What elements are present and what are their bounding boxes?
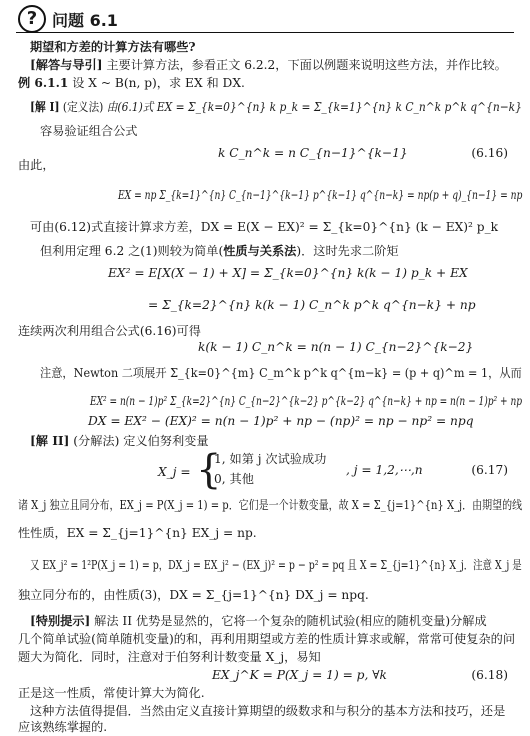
example-text: 设 X ~ B(n, p)，求 EX 和 DX. <box>72 76 245 90</box>
tip-text-1: 解法 II 优势是显然的，它将一个复杂的随机试验(相应的随机变量)分解成 <box>94 614 487 628</box>
iid-statement: 诸 X_j 独立且同分布，EX_j = P(X_j = 1) = p．它们是一个计数变量，故 X = Σ_{j=1}^{n} X_j．由期望的线 <box>18 498 523 512</box>
tip-line-2: 几个简单试验(简单随机变量)的和，再利用期望或方差的性质计算求或解，常常可使复杂的问 <box>18 632 516 646</box>
equation-tag-6-16: (6.16) <box>471 146 508 160</box>
solution2-method: (分解法) <box>73 434 120 448</box>
solution1-ex-definition: 由(6.1)式 EX = Σ_{k=0}^{n} k p_k = Σ_{k=1}^{n} k C_n^k p^k q^{n−k} <box>106 100 522 114</box>
theorem-line <box>40 244 399 259</box>
tip-line-3: 题大为简化．同时，注意对于伯努利计数变量 X_j，易知 <box>18 650 321 664</box>
theorem-method-bold: 性质与关系法 <box>223 244 297 258</box>
theorem-post: )．这时先求二阶矩 <box>296 244 399 258</box>
theorem-pre: 但利用定理 6.2 之(1)则较为简单( <box>40 244 224 258</box>
case-success: 1, 如第 j 次试验成功 <box>214 452 327 466</box>
solution2-label: [解 II] <box>30 434 70 448</box>
verify-text: 容易验证组合公式 <box>40 124 138 138</box>
case-other: 0, 其他 <box>214 472 254 486</box>
case-brace: { <box>196 447 222 493</box>
solution1-method: (定义法) <box>62 100 104 114</box>
second-moment-b: = Σ_{k=2}^{n} k(k − 1) C_n^k p^k q^{n−k} + np <box>148 298 476 312</box>
guide-text: 主要计算方法，参看正文 6.2.2，下面以例题来说明这些方法，并作比较。 <box>106 58 507 72</box>
second-moment-a: EX² = E[X(X − 1) + X] = Σ_{k=0}^{n} k(k − 1) p_k + EX <box>108 266 468 280</box>
closing-line-1: 这种方法值得提倡．当然由定义直接计算期望的级数求和与积分的基本方法和技巧，还是 <box>30 704 506 718</box>
tip-line-1 <box>30 614 487 629</box>
moments-statement: 又 EX_j² = 1²P(X_j = 1) = p，DX_j = EX_j² − (EX_j)² = p − p² = pq 且 X = Σ_{j=1}^{n} X_j．注意 X_j 是 <box>30 558 522 572</box>
newton-line: 注意，Newton 二项展开 Σ_{k=0}^{m} C_m^k p^k q^{m−k} = (p + q)^m = 1，从而 <box>40 366 522 380</box>
combination-identity: k C_n^k = n C_{n−1}^{k−1} <box>218 146 408 160</box>
index-range: , j = 1,2,⋯,n <box>346 463 423 477</box>
solution2-lead <box>30 434 209 449</box>
second-moment-c: EX² = n(n − 1)p² Σ_{k=2}^{n} C_{n−2}^{k−2} p^{k−2} q^{n−k} + np = n(n − 1)p² + np <box>90 394 523 408</box>
bernoulli-lhs: X_j = <box>158 465 191 479</box>
solution1-lead <box>30 100 522 115</box>
example-label: 例 6.1.1 <box>18 76 69 90</box>
solution1-label: [解 I] <box>30 100 60 114</box>
guide-label: [解答与导引] <box>30 58 103 72</box>
solution2-def: 定义伯努利变量 <box>123 434 209 448</box>
variance-sum-statement: 独立同分布的，由性质(3)，DX = Σ_{j=1}^{n} DX_j = npq. <box>18 588 369 602</box>
ex-result: EX = np Σ_{k=1}^{n} C_{n−1}^{k−1} p^{k−1} q^{n−k} = np(p + q)_{n−1} = np <box>118 188 523 202</box>
question-text: 期望和方差的计算方法有哪些? <box>30 40 196 54</box>
example-line <box>18 76 245 91</box>
tip-label: [特别提示] <box>30 614 91 628</box>
variance-result: DX = EX² − (EX)² = n(n − 1)p² + np − (np)² = np − np² = npq <box>88 414 474 428</box>
bernoulli-moment-identity: EX_j^K = P(X_j = 1) = p, ∀k <box>212 668 387 682</box>
equation-tag-6-17: (6.17) <box>471 463 508 477</box>
problem-title: 问题 6.1 <box>52 11 118 30</box>
thus-text: 由此， <box>18 158 55 172</box>
question-mark-icon: ? <box>18 5 46 33</box>
twice-text: 连续两次利用组合公式(6.16)可得 <box>18 324 201 338</box>
guide-line <box>30 58 507 73</box>
tip-line-4: 正是这一性质，常使计算大为简化. <box>18 686 205 700</box>
equation-tag-6-18: (6.18) <box>471 668 508 682</box>
double-combination: k(k − 1) C_n^k = n(n − 1) C_{n−2}^{k−2} <box>198 340 474 354</box>
variance-direct: 可由(6.12)式直接计算求方差，DX = E(X − EX)² = Σ_{k=0}^{n} (k − EX)² p_k <box>30 220 499 234</box>
closing-line-2: 应该熟练掌握的. <box>18 720 108 734</box>
linearity-statement: 性性质，EX = Σ_{j=1}^{n} EX_j = np. <box>18 526 257 540</box>
title-rule <box>16 32 514 33</box>
